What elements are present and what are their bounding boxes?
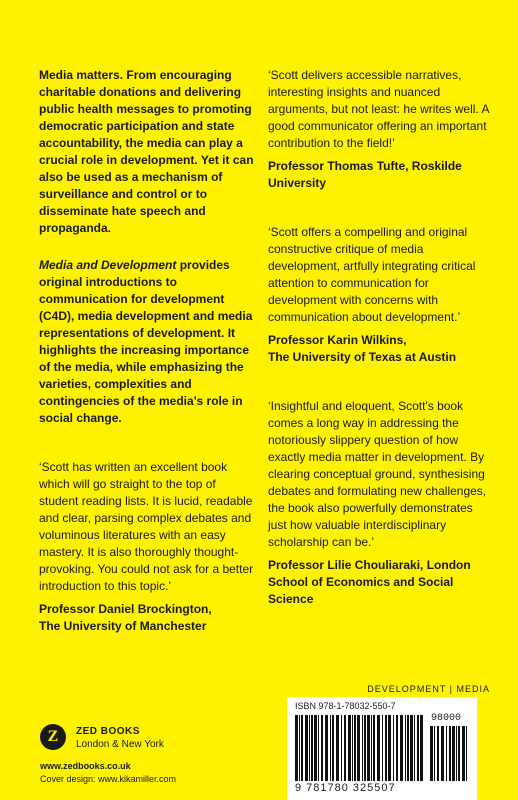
barcode-stripe — [382, 715, 383, 781]
left-column — [39, 67, 257, 661]
barcode-stripe — [330, 715, 331, 781]
attribution-name: Professor Daniel Brockington, — [39, 602, 212, 616]
barcode-stripe — [314, 715, 317, 781]
endorsement-attribution — [39, 601, 257, 635]
barcode-stripe — [318, 715, 319, 781]
endorsement-wilkins — [268, 224, 490, 366]
barcode-stripe — [430, 726, 433, 781]
barcode-stripe — [373, 715, 375, 781]
barcode-panel — [287, 697, 477, 800]
barcode-stripe — [357, 715, 360, 781]
publisher-url: www.zedbooks.co.uk — [40, 761, 131, 771]
barcode-stripe — [420, 715, 423, 781]
barcode-stripe — [393, 715, 394, 781]
barcode-stripe — [466, 726, 467, 781]
barcode-stripe — [348, 715, 351, 781]
description-paragraph — [39, 257, 257, 427]
barcode-stripe — [309, 715, 310, 781]
right-column — [268, 67, 490, 634]
barcode-icon — [295, 715, 423, 781]
barcode-stripe — [441, 726, 444, 781]
barcode-stripe — [449, 726, 451, 781]
barcode-stripe — [407, 715, 409, 781]
barcode-stripe — [364, 715, 366, 781]
barcode-stripe — [321, 715, 323, 781]
barcode-stripe — [462, 726, 465, 781]
intro-paragraph: Media matters. From encouraging charitable donations and delivering public health messages to promoting democratic participation and state accountability, the media can play a crucial role in development. Yet it can also be used as a mechanism of surveillance and control or to disseminate hate speech and propaganda. — [39, 68, 254, 235]
barcode-stripe — [456, 726, 457, 781]
barcode-stripe — [371, 715, 372, 781]
endorsement-tufte — [268, 67, 490, 192]
barcode-stripe — [458, 726, 460, 781]
barcode-stripe — [352, 715, 353, 781]
barcode-digits: 9 781780 325507 — [295, 782, 396, 794]
barcode-stripe — [452, 726, 455, 781]
endorsement-quote: ‘Scott delivers accessible narratives, interesting insights and nuanced arguments, but not least: he writes well. A good communicator offering an important contribution to the field!’ — [268, 68, 489, 150]
barcode-stripe — [299, 715, 300, 781]
barcode-stripe — [434, 726, 435, 781]
barcode-stripe — [367, 715, 370, 781]
footer-credits — [40, 760, 176, 786]
barcode-stripe — [385, 715, 387, 781]
barcode-stripe — [377, 715, 380, 781]
book-title: Media and Development — [39, 258, 177, 272]
price-barcode-icon — [430, 726, 470, 781]
barcode-stripe — [332, 715, 334, 781]
endorsement-attribution: Professor Lilie Chouliaraki, London School of Economics and Social Science — [268, 558, 471, 606]
isbn-label: ISBN 978-1-78032-550-7 — [295, 701, 396, 711]
barcode-stripe — [354, 715, 356, 781]
endorsement-brockington — [39, 459, 257, 635]
attribution-affiliation: The University of Texas at Austin — [268, 350, 457, 364]
price-code: 98000 — [431, 713, 462, 724]
barcode-stripe — [388, 715, 391, 781]
barcode-stripe — [344, 715, 346, 781]
barcode-stripe — [410, 715, 413, 781]
attribution-affiliation: The University of Manchester — [39, 619, 207, 633]
description-text: provides original introductions to communication for development (C4D), media development and media representations of development. It highlights the increasing importance of the media, while emphasizing the varieties, complexities and contingencies of the media's role in social change. — [39, 258, 253, 425]
barcode-stripe — [325, 715, 328, 781]
cover-design-credit: Cover design: www.kikamiller.com — [40, 774, 177, 784]
barcode-stripe — [446, 726, 447, 781]
subject-category: DEVELOPMENT | MEDIA — [367, 684, 490, 694]
endorsement-attribution — [268, 332, 490, 366]
endorsement-quote: ‘Scott offers a compelling and original constructive critique of media development, artfully integrating critical attention to communication for development with concerns with communication about development.’ — [268, 225, 476, 324]
publisher-location: London & New York — [76, 739, 164, 750]
zed-books-logo-icon: Z — [40, 724, 66, 750]
barcode-stripe — [400, 715, 403, 781]
barcode-stripe — [414, 715, 415, 781]
endorsement-quote: ‘Insightful and eloquent, Scott's book comes a long way in addressing the notoriously slippery question of how exactly media matter in development. By clearing conceptual ground, synthesising debates and formulating new challenges, the book also powerfully demonstrates just how valuable interdisciplinary scholarship can be.’ — [268, 399, 487, 549]
barcode-stripe — [341, 715, 342, 781]
barcode-stripe — [301, 715, 303, 781]
barcode-stripe — [362, 715, 363, 781]
barcode-stripe — [311, 715, 313, 781]
publisher-name: ZED BOOKS — [76, 726, 140, 737]
publisher-info — [76, 725, 164, 751]
barcode-stripe — [336, 715, 339, 781]
endorsement-attribution: Professor Thomas Tufte, Roskilde University — [268, 159, 462, 190]
attribution-name: Professor Karin Wilkins, — [268, 333, 407, 347]
endorsement-quote: ‘Scott has written an excellent book which will go straight to the top of student reading lists. It is lucid, readable and clear, parsing complex debates and voluminous literatures with an easy mastery. It is also thoroughly thought-provoking. You could not ask for a better introduction to this topic.’ — [39, 460, 254, 593]
barcode-stripe — [437, 726, 439, 781]
barcode-stripe — [305, 715, 308, 781]
endorsement-chouliaraki — [268, 398, 490, 608]
barcode-stripe — [405, 715, 406, 781]
barcode-stripe — [295, 715, 298, 781]
barcode-stripe — [396, 715, 398, 781]
barcode-stripe — [417, 715, 419, 781]
